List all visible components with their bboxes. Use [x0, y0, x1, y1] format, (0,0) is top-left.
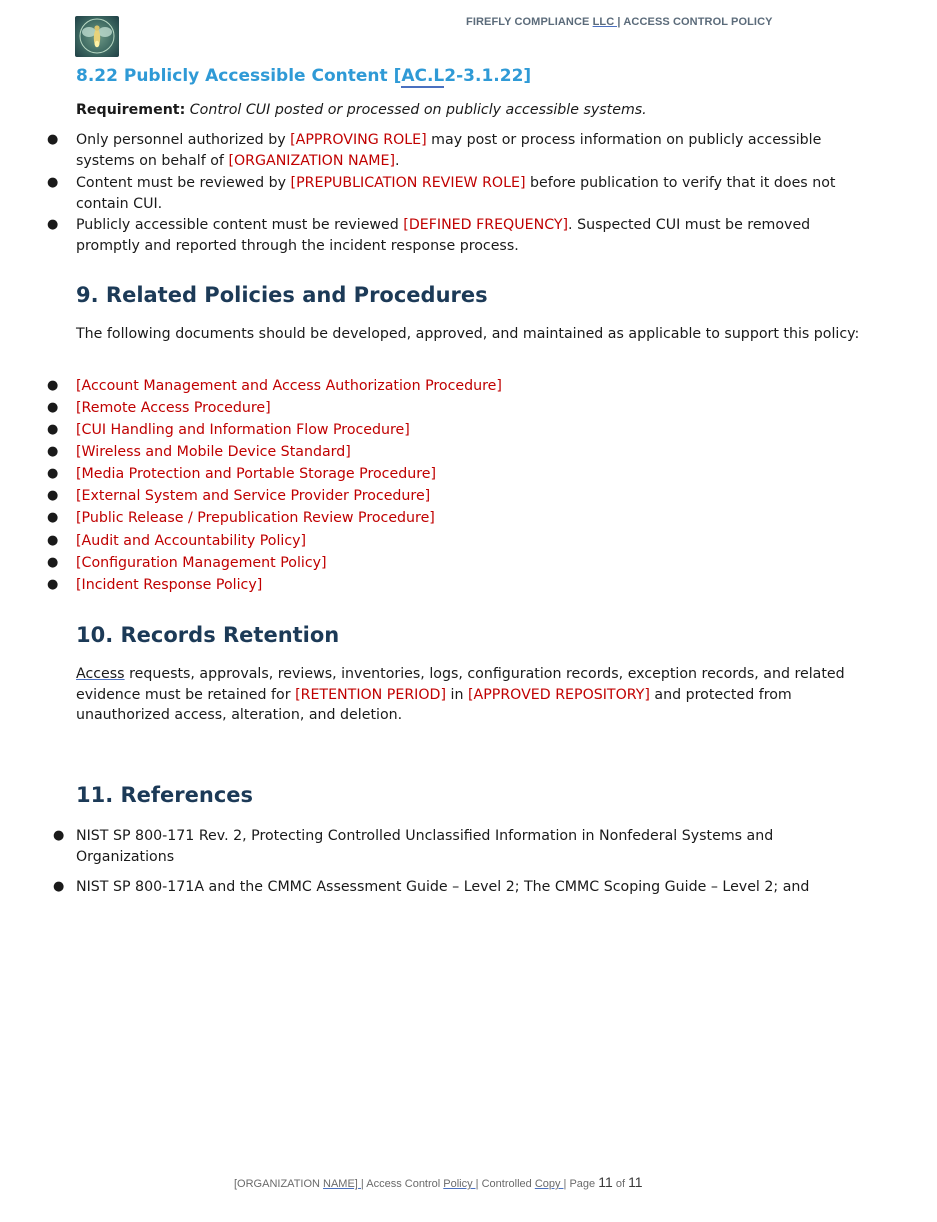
access-term: Access: [76, 666, 125, 682]
page-footer: [ORGANIZATION NAME] | Access Control Policy | Controlled Copy | Page 11 of 11: [234, 1174, 643, 1190]
bullet-dot-icon: ●: [47, 555, 59, 570]
placeholder-approving-role: [APPROVING ROLE]: [290, 132, 427, 148]
list-item: Content must be reviewed by [PREPUBLICATION REVIEW ROLE] before publication to verify that it does not contain CUI.: [76, 175, 836, 212]
section-822-heading: 8.22 Publicly Accessible Content [AC.L2-3.1.22]: [76, 66, 532, 86]
list-item: [Configuration Management Policy]: [76, 555, 327, 571]
header-company-suffix: LLC |: [592, 16, 621, 28]
list-item: [Wireless and Mobile Device Standard]: [76, 444, 351, 460]
list-item: Only personnel authorized by [APPROVING ROLE] may post or process information on publicly accessible systems on behalf of [ORGANIZATION NAME].: [76, 132, 822, 169]
header-policy: ACCESS CONTROL POLICY: [620, 16, 773, 28]
bullet-dot-icon: ●: [47, 217, 59, 232]
list-item: [CUI Handling and Information Flow Procedure]: [76, 422, 410, 438]
list-item: [External System and Service Provider Procedure]: [76, 488, 431, 504]
header-company: FIREFLY COMPLIANCE: [466, 16, 593, 28]
section-10-heading: 10. Records Retention: [76, 623, 340, 647]
reference-item: NIST SP 800-171 Rev. 2, Protecting Controlled Unclassified Information in Nonfederal Systems and Organizations: [76, 828, 774, 865]
bullet-dot-icon: ●: [47, 577, 59, 592]
bullet-dot-icon: ●: [47, 422, 59, 437]
section-9-heading: 9. Related Policies and Procedures: [76, 283, 488, 307]
list-item: Publicly accessible content must be reviewed [DEFINED FREQUENCY]. Suspected CUI must be removed promptly and reported through the incident response process.: [76, 217, 811, 254]
list-item: [Public Release / Prepublication Review Procedure]: [76, 510, 435, 526]
placeholder-organization-name: [ORGANIZATION NAME]: [228, 152, 396, 169]
control-id-link: AC.L: [401, 66, 445, 86]
section-9-intro: The following documents should be developed, approved, and maintained as applicable to support this policy:: [76, 326, 860, 342]
page-number: 11: [598, 1174, 613, 1190]
bullet-dot-icon: ●: [47, 488, 59, 503]
records-retention-paragraph: Access requests, approvals, reviews, inventories, logs, configuration records, exception records, and related evidence must be retained for [RETENTION PERIOD] in [APPROVED REPOSITORY] and protected from unauthorized access, alteration, and deletion.: [76, 666, 845, 723]
bullet-dot-icon: ●: [47, 175, 59, 190]
placeholder-retention-period: [RETENTION PERIOD]: [295, 686, 446, 703]
page-header: [466, 16, 773, 28]
bullet-dot-icon: ●: [47, 533, 59, 548]
requirement-line: [76, 100, 866, 121]
requirement-label: Requirement:: [76, 102, 186, 118]
bullet-dot-icon: ●: [47, 378, 59, 393]
bullet-dot-icon: ●: [47, 444, 59, 459]
bullet-dot-icon: ●: [47, 466, 59, 481]
list-item: [Remote Access Procedure]: [76, 400, 271, 416]
placeholder-defined-frequency: [DEFINED FREQUENCY]: [403, 217, 569, 233]
requirement-text: Control CUI posted or processed on publicly accessible systems.: [185, 102, 647, 118]
list-item: [Account Management and Access Authorization Procedure]: [76, 378, 502, 394]
bullet-dot-icon: ●: [47, 510, 59, 525]
bullet-dot-icon: ●: [53, 828, 65, 843]
list-item: [Incident Response Policy]: [76, 577, 263, 593]
list-item: [Audit and Accountability Policy]: [76, 533, 307, 549]
bullet-dot-icon: ●: [47, 132, 59, 147]
list-item: [Media Protection and Portable Storage Procedure]: [76, 466, 436, 482]
reference-item: NIST SP 800-171A and the CMMC Assessment Guide – Level 2; The CMMC Scoping Guide – Level 2; and: [76, 879, 810, 895]
placeholder-approved-repository: [APPROVED REPOSITORY]: [467, 686, 650, 703]
section-11-heading: 11. References: [76, 783, 254, 807]
page-total: 11: [628, 1174, 643, 1190]
bullet-dot-icon: ●: [53, 879, 65, 894]
placeholder-prepublication-role: [PREPUBLICATION REVIEW ROLE]: [290, 175, 526, 191]
firefly-logo-icon: [75, 16, 119, 57]
bullet-dot-icon: ●: [47, 400, 59, 415]
